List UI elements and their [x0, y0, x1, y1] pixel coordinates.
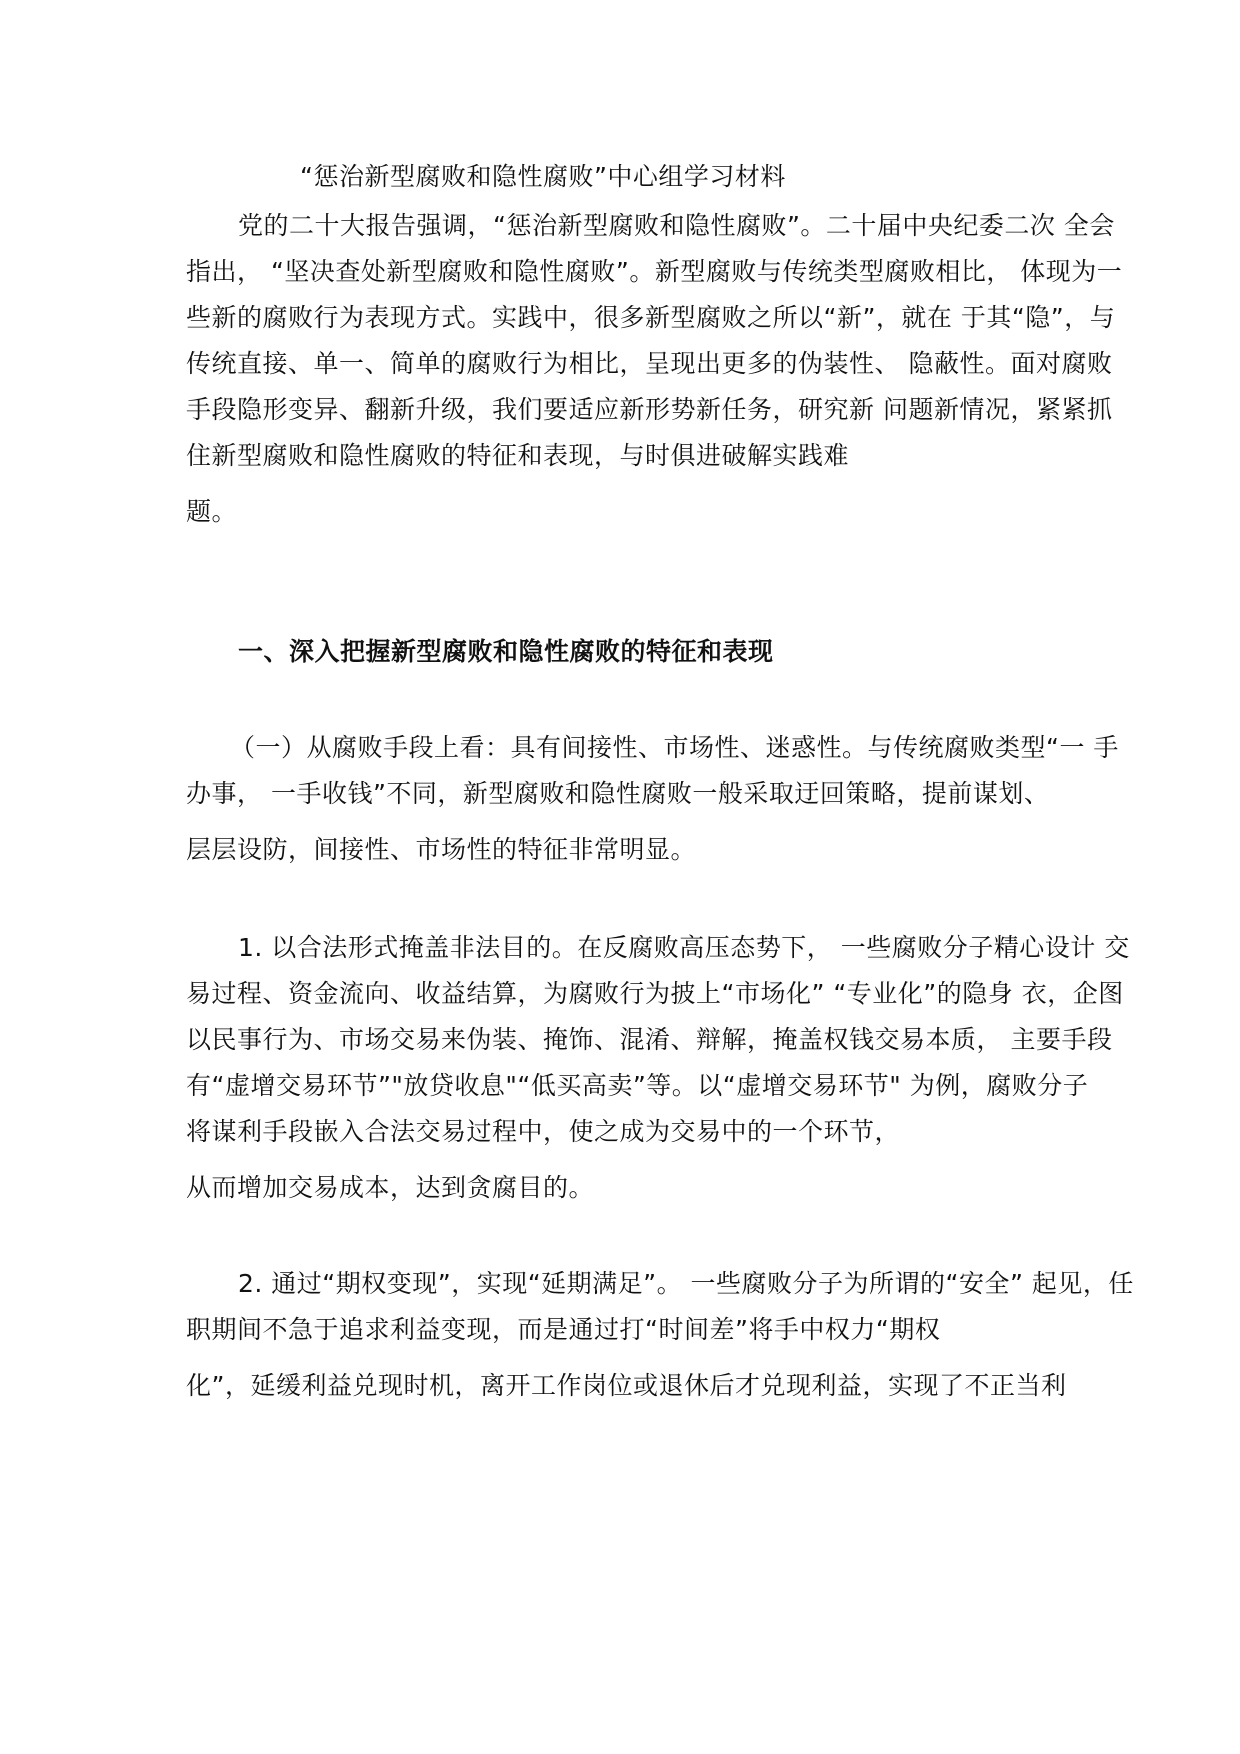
section-heading: 一、深入把握新型腐败和隐性腐败的特征和表现	[238, 637, 774, 666]
point1-line: 以民事行为、市场交易来伪装、掩饰、混淆、辩解，掩盖权钱交易本质， 主要手段	[186, 1025, 1113, 1054]
point1-line: 易过程、资金流向、收益结算，为腐败行为披上“市场化” “专业化”的隐身 衣，企图	[186, 979, 1124, 1008]
point1-line: 1. 以合法形式掩盖非法目的。在反腐败高压态势下， 一些腐败分子精心设计 交	[238, 933, 1130, 962]
point2-line: 职期间不急于追求利益变现，而是通过打“时间差”将手中权力“期权	[186, 1315, 941, 1344]
point2-line: 化”，延缓利益兑现时机，离开工作岗位或退休后才兑现利益，实现了不正当利	[186, 1371, 1067, 1400]
intro-line: 指出， “坚决查处新型腐败和隐性腐败”。新型腐败与传统类型腐败相比， 体现为一	[186, 257, 1123, 286]
intro-line: 手段隐形变异、翻新升级，我们要适应新形势新任务，研究新 问题新情况，紧紧抓	[186, 395, 1113, 424]
subsection-line: 办事， 一手收钱”不同，新型腐败和隐性腐败一般采取迂回策略，提前谋划、	[186, 779, 1050, 808]
point1-line: 从而增加交易成本，达到贪腐目的。	[186, 1173, 595, 1202]
intro-line: 党的二十大报告强调，“惩治新型腐败和隐性腐败”。二十届中央纪委二次 全会	[238, 211, 1115, 240]
intro-line: 住新型腐败和隐性腐败的特征和表现，与时俱进破解实践难	[186, 441, 850, 470]
page-title: “惩治新型腐败和隐性腐败”中心组学习材料	[300, 162, 786, 191]
intro-line: 些新的腐败行为表现方式。实践中，很多新型腐败之所以“新”，就在 于其“隐”，与	[186, 303, 1116, 332]
subsection-line: （一）从腐败手段上看：具有间接性、市场性、迷惑性。与传统腐败类型“一 手	[230, 733, 1119, 762]
intro-line: 题。	[186, 497, 238, 526]
point2-line: 2. 通过“期权变现”，实现“延期满足”。 一些腐败分子为所谓的“安全” 起见，任	[238, 1269, 1134, 1298]
intro-line: 传统直接、单一、简单的腐败行为相比，呈现出更多的伪装性、 隐蔽性。面对腐败	[186, 349, 1113, 378]
point1-line: 有“虚增交易环节”"放贷收息"“低买高卖”等。以“虚增交易环节" 为例，腐败分子	[186, 1071, 1089, 1100]
point1-line: 将谋利手段嵌入合法交易过程中，使之成为交易中的一个环节，	[186, 1117, 901, 1146]
subsection-line: 层层设防，间接性、市场性的特征非常明显。	[186, 835, 697, 864]
